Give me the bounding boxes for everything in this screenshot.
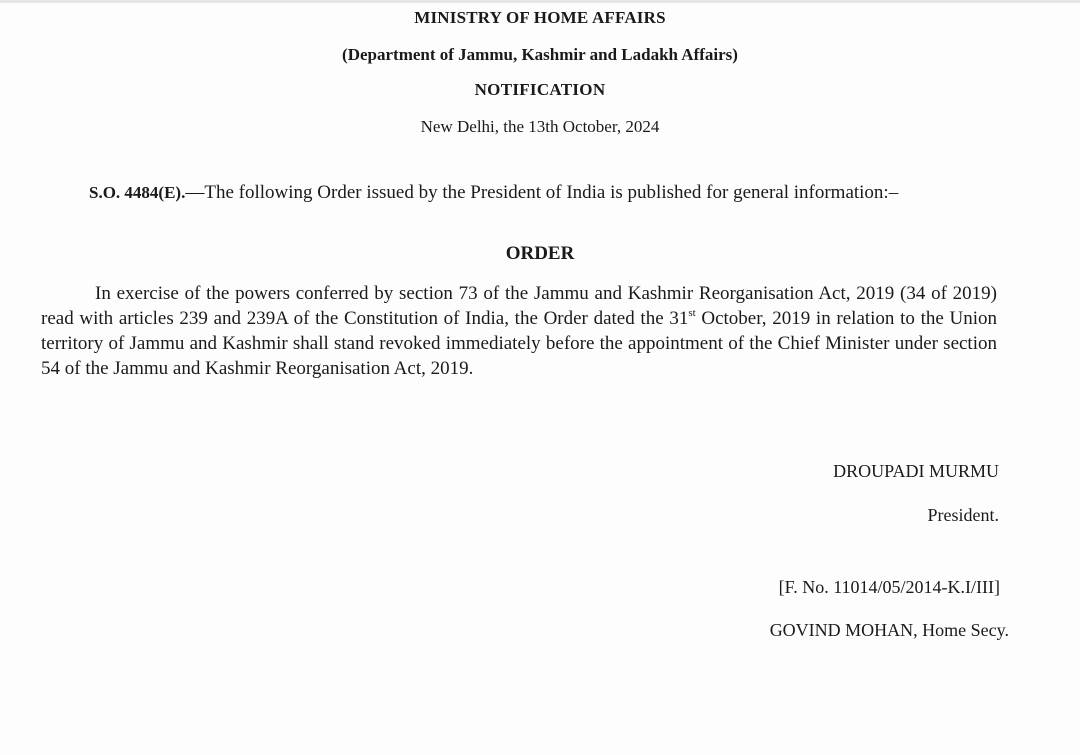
- top-border: [0, 0, 1080, 3]
- home-secretary: GOVIND MOHAN, Home Secy.: [769, 620, 1009, 640]
- signatory-title: President.: [927, 505, 999, 525]
- order-body-part2: October, 2019 in relation to the Union territory of Jammu and Kashmir shall stand revoked immediately before the appointment of the Chief Minister under section 54 of the Jammu and Kashmir Reorganisation Act, 2019.: [41, 308, 998, 379]
- order-body-superscript: st: [688, 307, 696, 319]
- signatory-name: DROUPADI MURMU: [833, 461, 999, 481]
- notification-intro: —The following Order issued by the President of India is published for general information:–: [185, 182, 899, 203]
- order-body-part1: In exercise of the powers conferred by section 73 of the Jammu and Kashmir Reorganisation Act, 2019 (34 of 2019) read with articles 239 and 239A of the Constitution of India, the Order dated the 31: [41, 283, 997, 329]
- place-date: New Delhi, the 13th October, 2024: [420, 117, 660, 136]
- so-number: S.O. 4484(E).: [89, 183, 186, 202]
- ministry-heading: MINISTRY OF HOME AFFAIRS: [414, 8, 666, 27]
- order-body: [41, 281, 997, 381]
- order-heading: ORDER: [505, 243, 575, 264]
- notification-paragraph: [41, 180, 999, 205]
- notification-heading: NOTIFICATION: [474, 80, 606, 99]
- file-number: [F. No. 11014/05/2014-K.I/III]: [778, 577, 1000, 597]
- department-heading: (Department of Jammu, Kashmir and Ladakh Affairs): [342, 45, 738, 64]
